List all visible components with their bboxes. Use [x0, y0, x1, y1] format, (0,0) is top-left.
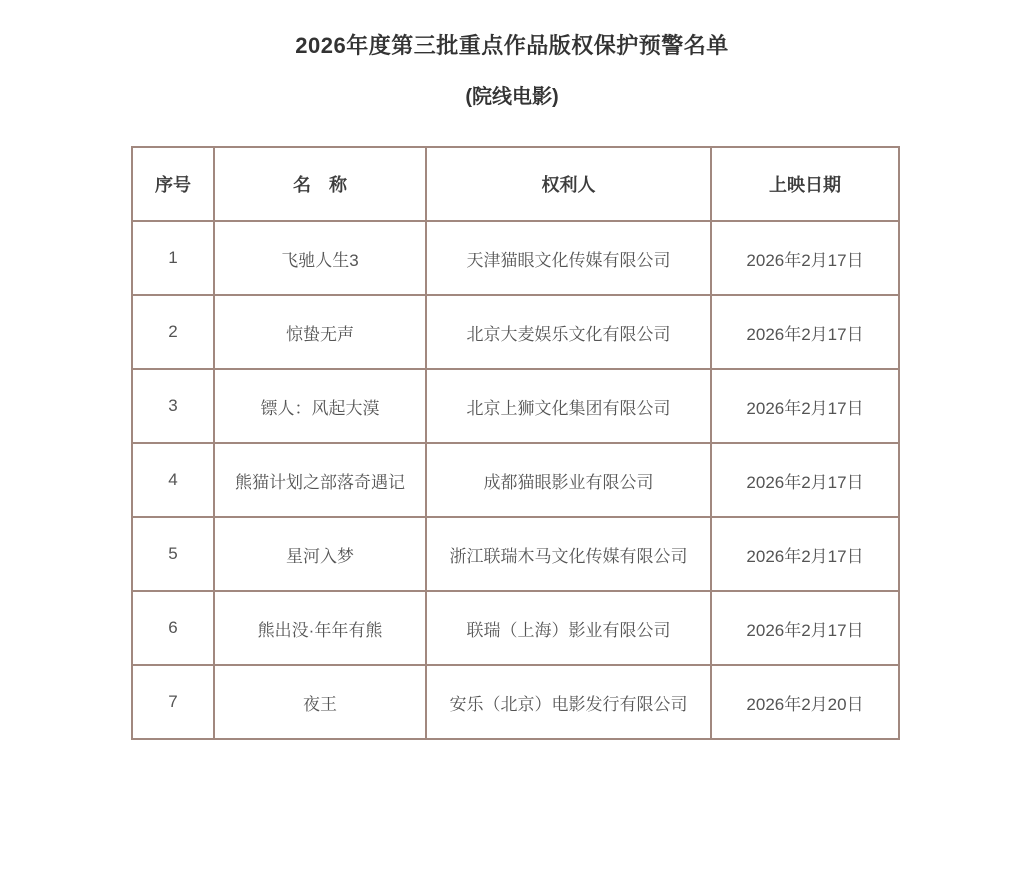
cell-rights-holder: 北京大麦娱乐文化有限公司	[426, 295, 711, 369]
cell-release-date: 2026年2月17日	[711, 221, 899, 295]
header-rights-holder: 权利人	[426, 147, 711, 221]
page-title: 2026年度第三批重点作品版权保护预警名单	[295, 33, 729, 58]
cell-serial-number: 6	[132, 591, 214, 665]
table-row	[132, 443, 899, 517]
cell-serial-number: 4	[132, 443, 214, 517]
table-row	[132, 221, 899, 295]
header-title-name: 名 称	[214, 147, 426, 221]
cell-rights-holder: 天津猫眼文化传媒有限公司	[426, 221, 711, 295]
cell-rights-holder: 浙江联瑞木马文化传媒有限公司	[426, 517, 711, 591]
cell-serial-number: 5	[132, 517, 214, 591]
cell-serial-number: 1	[132, 221, 214, 295]
cell-rights-holder: 北京上狮文化集团有限公司	[426, 369, 711, 443]
cell-release-date: 2026年2月17日	[711, 443, 899, 517]
cell-release-date: 2026年2月17日	[711, 369, 899, 443]
cell-serial-number: 7	[132, 665, 214, 739]
header-serial-number: 序号	[132, 147, 214, 221]
table-row	[132, 517, 899, 591]
cell-title-name: 熊出没·年年有熊	[214, 591, 426, 665]
cell-title-name: 镖人：风起大漠	[214, 369, 426, 443]
cell-release-date: 2026年2月17日	[711, 517, 899, 591]
header-release-date: 上映日期	[711, 147, 899, 221]
table-header-row	[132, 147, 899, 221]
cell-release-date: 2026年2月17日	[711, 295, 899, 369]
cell-rights-holder: 安乐（北京）电影发行有限公司	[426, 665, 711, 739]
cell-serial-number: 3	[132, 369, 214, 443]
cell-release-date: 2026年2月17日	[711, 591, 899, 665]
table-row	[132, 665, 899, 739]
cell-rights-holder: 成都猫眼影业有限公司	[426, 443, 711, 517]
table-row	[132, 369, 899, 443]
cell-rights-holder: 联瑞（上海）影业有限公司	[426, 591, 711, 665]
cell-title-name: 星河入梦	[214, 517, 426, 591]
cell-title-name: 熊猫计划之部落奇遇记	[214, 443, 426, 517]
copyright-warning-table	[131, 146, 900, 740]
cell-release-date: 2026年2月20日	[711, 665, 899, 739]
cell-title-name: 惊蛰无声	[214, 295, 426, 369]
table-row	[132, 591, 899, 665]
cell-serial-number: 2	[132, 295, 214, 369]
page-subtitle: (院线电影)	[465, 86, 559, 108]
cell-title-name: 飞驰人生3	[214, 221, 426, 295]
cell-title-name: 夜王	[214, 665, 426, 739]
table-row	[132, 295, 899, 369]
